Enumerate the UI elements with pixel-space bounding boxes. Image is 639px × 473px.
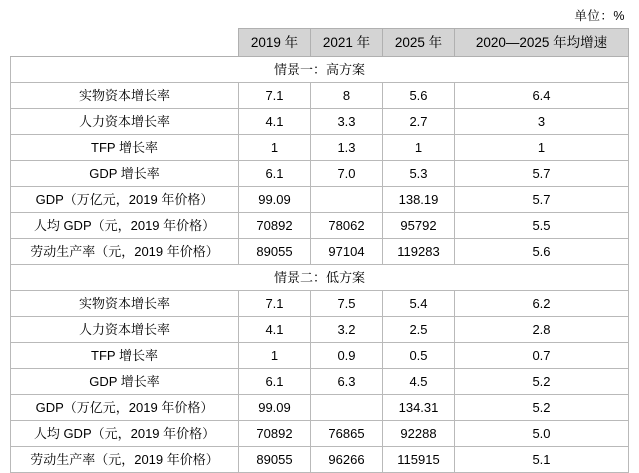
- header-cell-2019: 2019 年: [239, 29, 311, 57]
- cell-2025: 5.6: [383, 83, 455, 109]
- table-header-row: [11, 29, 629, 57]
- row-label: GDP 增长率: [11, 161, 239, 187]
- cell-2025: 95792: [383, 213, 455, 239]
- cell-average: 5.5: [455, 213, 629, 239]
- table-row: [11, 317, 629, 343]
- cell-average: 2.8: [455, 317, 629, 343]
- cell-average: 5.7: [455, 161, 629, 187]
- cell-2025: 1: [383, 135, 455, 161]
- row-label: TFP 增长率: [11, 343, 239, 369]
- cell-2025: 0.5: [383, 343, 455, 369]
- cell-average: 5.2: [455, 369, 629, 395]
- cell-average: 5.2: [455, 395, 629, 421]
- header-cell-blank: [11, 29, 239, 57]
- cell-2025: 138.19: [383, 187, 455, 213]
- projection-table: [10, 28, 629, 473]
- cell-average: 0.7: [455, 343, 629, 369]
- cell-2021: 6.3: [311, 369, 383, 395]
- table-row: [11, 395, 629, 421]
- cell-average: 3: [455, 109, 629, 135]
- cell-2021: 76865: [311, 421, 383, 447]
- cell-2025: 5.3: [383, 161, 455, 187]
- cell-average: 6.4: [455, 83, 629, 109]
- row-label: 人力资本增长率: [11, 317, 239, 343]
- cell-average: 5.1: [455, 447, 629, 473]
- unit-note: 单位：%: [574, 9, 625, 23]
- cell-2025: 5.4: [383, 291, 455, 317]
- row-label: GDP（万亿元，2019 年价格）: [11, 187, 239, 213]
- table-row: [11, 369, 629, 395]
- header-cell-2021: 2021 年: [311, 29, 383, 57]
- table-row: [11, 161, 629, 187]
- row-label: GDP 增长率: [11, 369, 239, 395]
- cell-2019: 89055: [239, 239, 311, 265]
- cell-2019: 70892: [239, 421, 311, 447]
- section-title-row: [11, 57, 629, 83]
- table-row: [11, 239, 629, 265]
- table-row: [11, 187, 629, 213]
- header-cell-2025: 2025 年: [383, 29, 455, 57]
- table-row: [11, 291, 629, 317]
- row-label: 劳动生产率（元，2019 年价格）: [11, 447, 239, 473]
- cell-2025: 2.7: [383, 109, 455, 135]
- cell-2021: 7.0: [311, 161, 383, 187]
- cell-average: 1: [455, 135, 629, 161]
- cell-2019: 4.1: [239, 109, 311, 135]
- cell-2021: 8: [311, 83, 383, 109]
- section-title-high: 情景一：高方案: [11, 57, 629, 83]
- row-label: 人均 GDP（元，2019 年价格）: [11, 421, 239, 447]
- row-label: 实物资本增长率: [11, 291, 239, 317]
- table-row: [11, 109, 629, 135]
- table-row: [11, 135, 629, 161]
- cell-2021: 3.2: [311, 317, 383, 343]
- cell-2019: 99.09: [239, 395, 311, 421]
- cell-2025: 134.31: [383, 395, 455, 421]
- row-label: GDP（万亿元，2019 年价格）: [11, 395, 239, 421]
- cell-2019: 6.1: [239, 369, 311, 395]
- table-row: [11, 421, 629, 447]
- cell-average: 6.2: [455, 291, 629, 317]
- cell-average: 5.7: [455, 187, 629, 213]
- cell-2021: 78062: [311, 213, 383, 239]
- cell-2019: 1: [239, 135, 311, 161]
- cell-2019: 4.1: [239, 317, 311, 343]
- row-label: 人均 GDP（元，2019 年价格）: [11, 213, 239, 239]
- cell-2025: 119283: [383, 239, 455, 265]
- cell-2019: 1: [239, 343, 311, 369]
- cell-2021: 7.5: [311, 291, 383, 317]
- cell-2025: 2.5: [383, 317, 455, 343]
- row-label: TFP 增长率: [11, 135, 239, 161]
- cell-2019: 6.1: [239, 161, 311, 187]
- cell-2021: [311, 395, 383, 421]
- section-title-low: 情景二：低方案: [11, 265, 629, 291]
- cell-2021: 3.3: [311, 109, 383, 135]
- cell-2019: 7.1: [239, 291, 311, 317]
- cell-average: 5.6: [455, 239, 629, 265]
- cell-2019: 89055: [239, 447, 311, 473]
- row-label: 实物资本增长率: [11, 83, 239, 109]
- cell-2021: 0.9: [311, 343, 383, 369]
- row-label: 人力资本增长率: [11, 109, 239, 135]
- cell-2025: 92288: [383, 421, 455, 447]
- cell-2021: 1.3: [311, 135, 383, 161]
- cell-average: 5.0: [455, 421, 629, 447]
- table-row: [11, 447, 629, 473]
- section-title-row: [11, 265, 629, 291]
- row-label: 劳动生产率（元，2019 年价格）: [11, 239, 239, 265]
- cell-2021: [311, 187, 383, 213]
- cell-2019: 7.1: [239, 83, 311, 109]
- table-row: [11, 83, 629, 109]
- table-row: [11, 343, 629, 369]
- cell-2019: 70892: [239, 213, 311, 239]
- cell-2025: 115915: [383, 447, 455, 473]
- cell-2021: 96266: [311, 447, 383, 473]
- cell-2025: 4.5: [383, 369, 455, 395]
- header-cell-average: 2020—2025 年均增速: [455, 29, 629, 57]
- cell-2021: 97104: [311, 239, 383, 265]
- cell-2019: 99.09: [239, 187, 311, 213]
- table-row: [11, 213, 629, 239]
